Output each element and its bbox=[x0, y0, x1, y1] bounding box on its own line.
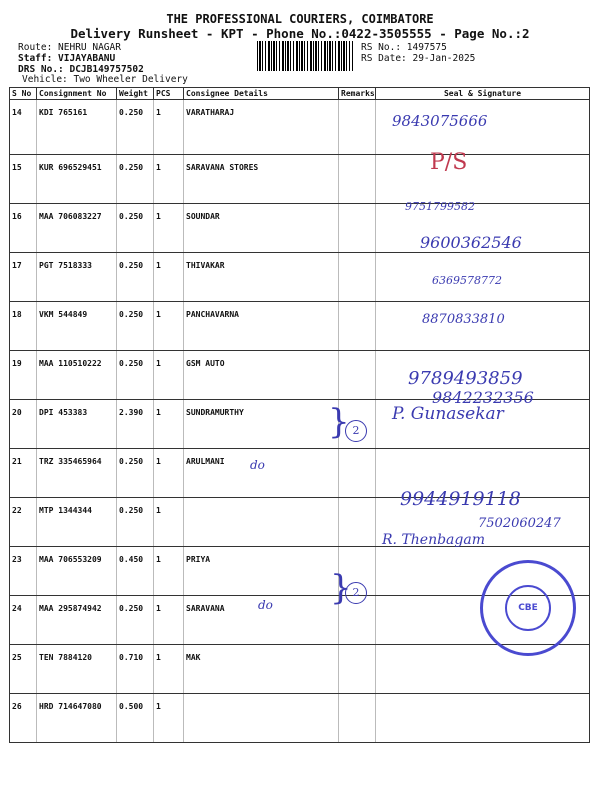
row-sno: 15 bbox=[10, 155, 37, 204]
row-weight: 0.250 bbox=[117, 498, 154, 547]
row-weight: 0.250 bbox=[117, 204, 154, 253]
row-pcs: 1 bbox=[154, 596, 184, 645]
circled-count-2: 2 bbox=[345, 582, 367, 604]
row-signature bbox=[376, 694, 590, 743]
row-sno: 19 bbox=[10, 351, 37, 400]
row-consignee bbox=[184, 498, 339, 547]
row-sno: 14 bbox=[10, 100, 37, 155]
row-consignee: SARAVANA bbox=[184, 596, 339, 645]
row-remarks bbox=[339, 449, 376, 498]
row-pcs: 1 bbox=[154, 302, 184, 351]
row-consignee: ARULMANI bbox=[184, 449, 339, 498]
row-consignment-no: MAA 295874942 bbox=[37, 596, 117, 645]
handwriting-name-24: R. Thenbagam bbox=[382, 532, 485, 548]
runsheet-title: Delivery Runsheet - KPT - Phone No.:0422-3505555 - Page No.:2 bbox=[70, 26, 530, 41]
row-sno: 23 bbox=[10, 547, 37, 596]
row-consignee: GSM AUTO bbox=[184, 351, 339, 400]
row-signature bbox=[376, 645, 590, 694]
col-consignment: Consignment No bbox=[37, 88, 117, 100]
row-weight: 0.250 bbox=[117, 100, 154, 155]
col-consignee: Consignee Details bbox=[184, 88, 339, 100]
handwriting-phone-21: 9842232356 bbox=[432, 388, 534, 407]
row-sno: 20 bbox=[10, 400, 37, 449]
row-sno: 25 bbox=[10, 645, 37, 694]
route-label: Route: NEHRU NAGAR bbox=[18, 42, 121, 53]
row-weight: 0.250 bbox=[117, 302, 154, 351]
row-pcs: 1 bbox=[154, 155, 184, 204]
handwriting-phone-23: 9944919118 bbox=[400, 488, 521, 510]
row-pcs: 1 bbox=[154, 253, 184, 302]
rs-date: RS Date: 29-Jan-2025 bbox=[361, 53, 476, 64]
row-pcs: 1 bbox=[154, 400, 184, 449]
ditto-mark-22: do bbox=[250, 458, 265, 472]
row-remarks bbox=[339, 204, 376, 253]
company-title: THE PROFESSIONAL COURIERS, COIMBATORE bbox=[166, 12, 434, 26]
row-signature bbox=[376, 155, 590, 204]
row-pcs: 1 bbox=[154, 351, 184, 400]
row-weight: 0.710 bbox=[117, 645, 154, 694]
row-pcs: 1 bbox=[154, 498, 184, 547]
row-remarks bbox=[339, 100, 376, 155]
row-pcs: 1 bbox=[154, 547, 184, 596]
row-weight: 0.250 bbox=[117, 596, 154, 645]
row-remarks bbox=[339, 253, 376, 302]
row-pcs: 1 bbox=[154, 645, 184, 694]
bracket-mark-21-22: } bbox=[328, 402, 350, 442]
row-consignment-no: MAA 706553209 bbox=[37, 547, 117, 596]
row-consignment-no: PGT 7518333 bbox=[37, 253, 117, 302]
col-signature: Seal & Signature bbox=[376, 88, 590, 100]
row-sno: 18 bbox=[10, 302, 37, 351]
company-seal-stamp bbox=[480, 560, 576, 656]
row-weight: 0.450 bbox=[117, 547, 154, 596]
row-weight: 0.250 bbox=[117, 253, 154, 302]
row-remarks bbox=[339, 498, 376, 547]
row-sno: 21 bbox=[10, 449, 37, 498]
row-consignment-no: HRD 714647080 bbox=[37, 694, 117, 743]
stamp-inner-ring bbox=[505, 585, 551, 631]
rs-number: RS No.: 1497575 bbox=[361, 42, 447, 53]
table-row bbox=[10, 253, 590, 302]
row-remarks bbox=[339, 645, 376, 694]
table-row bbox=[10, 694, 590, 743]
handwriting-phone-14: 9843075666 bbox=[392, 112, 488, 130]
row-consignee: SOUNDAR bbox=[184, 204, 339, 253]
row-pcs: 1 bbox=[154, 449, 184, 498]
row-weight: 0.250 bbox=[117, 155, 154, 204]
row-pcs: 1 bbox=[154, 204, 184, 253]
row-consignee: THIVAKAR bbox=[184, 253, 339, 302]
handwriting-phone-18: 6369578772 bbox=[432, 274, 502, 287]
col-weight: Weight bbox=[117, 88, 154, 100]
table-row bbox=[10, 155, 590, 204]
row-weight: 0.500 bbox=[117, 694, 154, 743]
row-remarks bbox=[339, 351, 376, 400]
row-remarks bbox=[339, 302, 376, 351]
drs-number: DRS No.: DCJB149757502 bbox=[18, 64, 144, 75]
stamp-center-text: CBE bbox=[518, 603, 538, 613]
row-consignment-no: TRZ 335465964 bbox=[37, 449, 117, 498]
row-consignment-no: MAA 110510222 bbox=[37, 351, 117, 400]
ditto-mark-26: do bbox=[258, 598, 273, 612]
row-pcs: 1 bbox=[154, 694, 184, 743]
handwriting-ps: P/S bbox=[430, 150, 468, 175]
col-remarks: Remarks bbox=[339, 88, 376, 100]
row-consignee: MAK bbox=[184, 645, 339, 694]
row-consignment-no: KDI 765161 bbox=[37, 100, 117, 155]
row-pcs: 1 bbox=[154, 100, 184, 155]
row-weight: 0.250 bbox=[117, 351, 154, 400]
handwriting-phone-20: 9789493859 bbox=[408, 368, 523, 389]
row-consignee: SUNDRAMURTHY bbox=[184, 400, 339, 449]
table-row bbox=[10, 645, 590, 694]
handwriting-phone-19: 8870833810 bbox=[422, 312, 505, 327]
row-consignee: SARAVANA STORES bbox=[184, 155, 339, 204]
row-consignee: PANCHAVARNA bbox=[184, 302, 339, 351]
row-sno: 17 bbox=[10, 253, 37, 302]
handwriting-phone-17: 9600362546 bbox=[420, 233, 522, 252]
row-remarks bbox=[339, 694, 376, 743]
row-sno: 22 bbox=[10, 498, 37, 547]
barcode bbox=[257, 41, 353, 71]
bracket-mark-25-26: } bbox=[330, 568, 352, 608]
row-sno: 26 bbox=[10, 694, 37, 743]
circled-count-1: 2 bbox=[345, 420, 367, 442]
table-header-row bbox=[10, 88, 590, 100]
row-consignee bbox=[184, 694, 339, 743]
row-remarks bbox=[339, 155, 376, 204]
table-row bbox=[10, 100, 590, 155]
row-consignment-no: VKM 544849 bbox=[37, 302, 117, 351]
row-sno: 24 bbox=[10, 596, 37, 645]
vehicle-label: Vehicle: Two Wheeler Delivery bbox=[22, 74, 188, 85]
row-consignment-no: DPI 453383 bbox=[37, 400, 117, 449]
row-sno: 16 bbox=[10, 204, 37, 253]
handwriting-name-22: P. Gunasekar bbox=[392, 404, 504, 424]
handwriting-phone-16: 9751799582 bbox=[405, 200, 475, 213]
row-consignment-no: TEN 7884120 bbox=[37, 645, 117, 694]
row-consignment-no: MAA 706083227 bbox=[37, 204, 117, 253]
col-pcs: PCS bbox=[154, 88, 184, 100]
row-consignee: PRIYA bbox=[184, 547, 339, 596]
row-consignment-no: KUR 696529451 bbox=[37, 155, 117, 204]
row-consignment-no: MTP 1344344 bbox=[37, 498, 117, 547]
row-weight: 2.390 bbox=[117, 400, 154, 449]
row-consignee: VARATHARAJ bbox=[184, 100, 339, 155]
staff-label: Staff: VIJAYABANU bbox=[18, 53, 116, 64]
col-sno: S No bbox=[10, 88, 37, 100]
row-weight: 0.250 bbox=[117, 449, 154, 498]
handwriting-phone-24: 7502060247 bbox=[478, 516, 561, 531]
